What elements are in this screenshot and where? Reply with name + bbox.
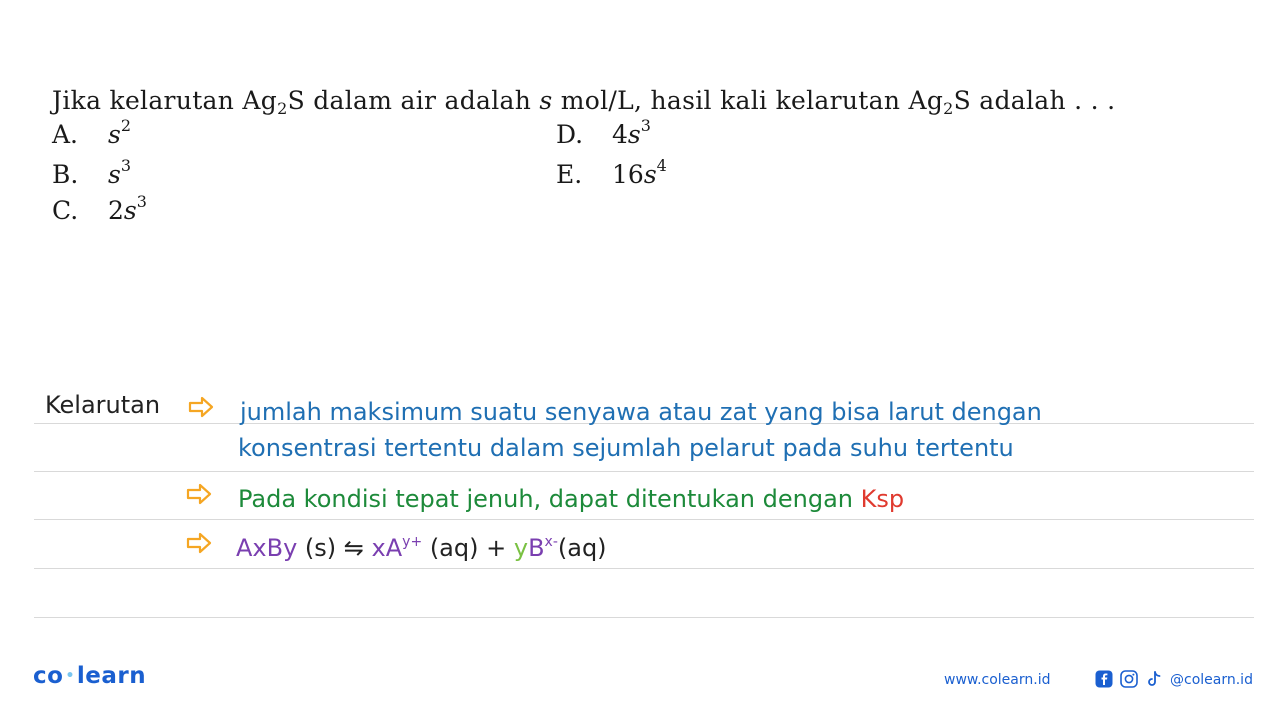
option-d: D. $4s^3$ (556, 116, 651, 149)
option-e: E. $16s^4$ (556, 156, 667, 189)
website-url[interactable]: www.colearn.id (944, 672, 1051, 688)
ruled-line (34, 519, 1254, 520)
option-c: C. $2s^3$ (52, 192, 147, 225)
tiktok-icon[interactable] (1145, 670, 1163, 688)
social-handle[interactable]: @colearn.id (1170, 672, 1253, 688)
ruled-line (34, 568, 1254, 569)
ksp-note: Pada kondisi tepat jenuh, dapat ditentukan dengan Ksp (238, 485, 905, 513)
ruled-line (34, 471, 1254, 472)
option-a: A. $s^2$ (52, 116, 132, 149)
definition-line-2: konsentrasi tertentu dalam sejumlah pelarut pada suhu tertentu (238, 434, 1014, 462)
facebook-icon[interactable] (1095, 670, 1113, 688)
arrow-right-icon (186, 483, 212, 505)
option-b: B. $s^3$ (52, 156, 132, 189)
definition-line-1: jumlah maksimum suatu senyawa atau zat yang bisa larut dengan (240, 398, 1042, 426)
arrow-right-icon (188, 396, 214, 418)
colearn-logo: co •learn (33, 663, 147, 689)
arrow-right-icon (186, 532, 212, 554)
question-text: Jika kelarutan $Ag_2S$ dalam air adalah s mol/L, hasil kali kelarutan $Ag_2S$ adalah . . . (52, 86, 1116, 118)
ruled-line (34, 617, 1254, 618)
term-kelarutan: Kelarutan (45, 391, 161, 419)
instagram-icon[interactable] (1120, 670, 1138, 688)
dissolution-equation: AxBy (s) ⇋ $xA^{y+}$ $(aq) + yB^{x-}(aq)$ (236, 534, 607, 562)
